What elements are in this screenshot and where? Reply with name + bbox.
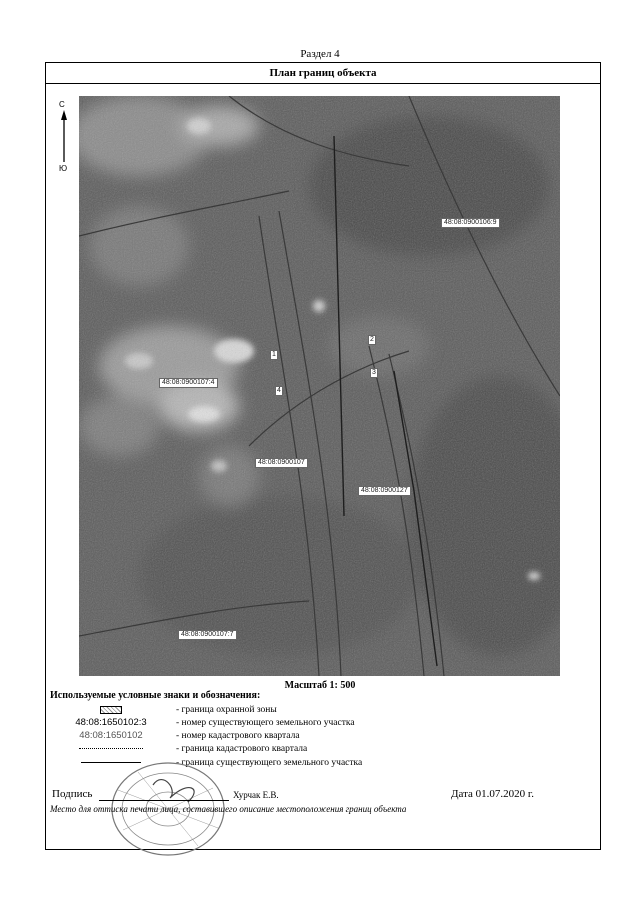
hatched-zone-icon [100,706,122,714]
section-title: Раздел 4 [300,48,340,60]
legend-title: Используемые условные знаки и обозначения: [50,690,261,701]
cadastral-label: 48:08:0900107:7 [178,630,237,640]
map-scale: Масштаб 1: 500 [284,680,356,691]
signature-label: Подпись [52,788,93,800]
cadastral-label: 48:08:0900127 [358,486,411,496]
legend-symbol: 48:08:1650102:3 [75,717,147,728]
boundary-point-label: 4 [277,387,281,394]
legend-description: - граница охранной зоны [176,705,277,715]
signature-line [99,800,229,801]
legend-description: - номер существующего земельного участка [176,718,355,728]
compass-south-letter: Ю [59,164,68,173]
boundary-point-label: 3 [372,369,376,376]
cadastral-label: 48:08:0900107:4 [159,378,218,388]
stamp-place-note: Место для оттиска печати лица, составившего описание местоположения границ объекта [50,804,407,814]
boundary-point-label: 1 [272,351,276,358]
legend-description: - граница существующего земельного участка [176,758,363,768]
legend-description: - номер кадастрового квартала [176,731,300,741]
compass [56,100,72,180]
legend-symbol [50,742,172,756]
aerial-map [79,96,560,676]
document-date: Дата 01.07.2020 г. [451,788,534,800]
cadastral-label: 48:08:0900106:9 [441,218,500,228]
legend-description: - граница кадастрового квартала [176,744,308,754]
cadastral-label: 48:08:0900107 [255,458,308,468]
boundary-point-label: 2 [370,336,374,343]
aerial-photo [79,96,560,676]
dotted-line-icon [79,748,143,749]
plan-title: План границ объекта [45,62,601,84]
compass-north-letter: С [59,100,65,109]
legend-symbol: 48:08:1650102 [79,730,143,741]
signer-name: Хурчак Е.В. [233,790,279,800]
legend-symbol [50,703,172,717]
